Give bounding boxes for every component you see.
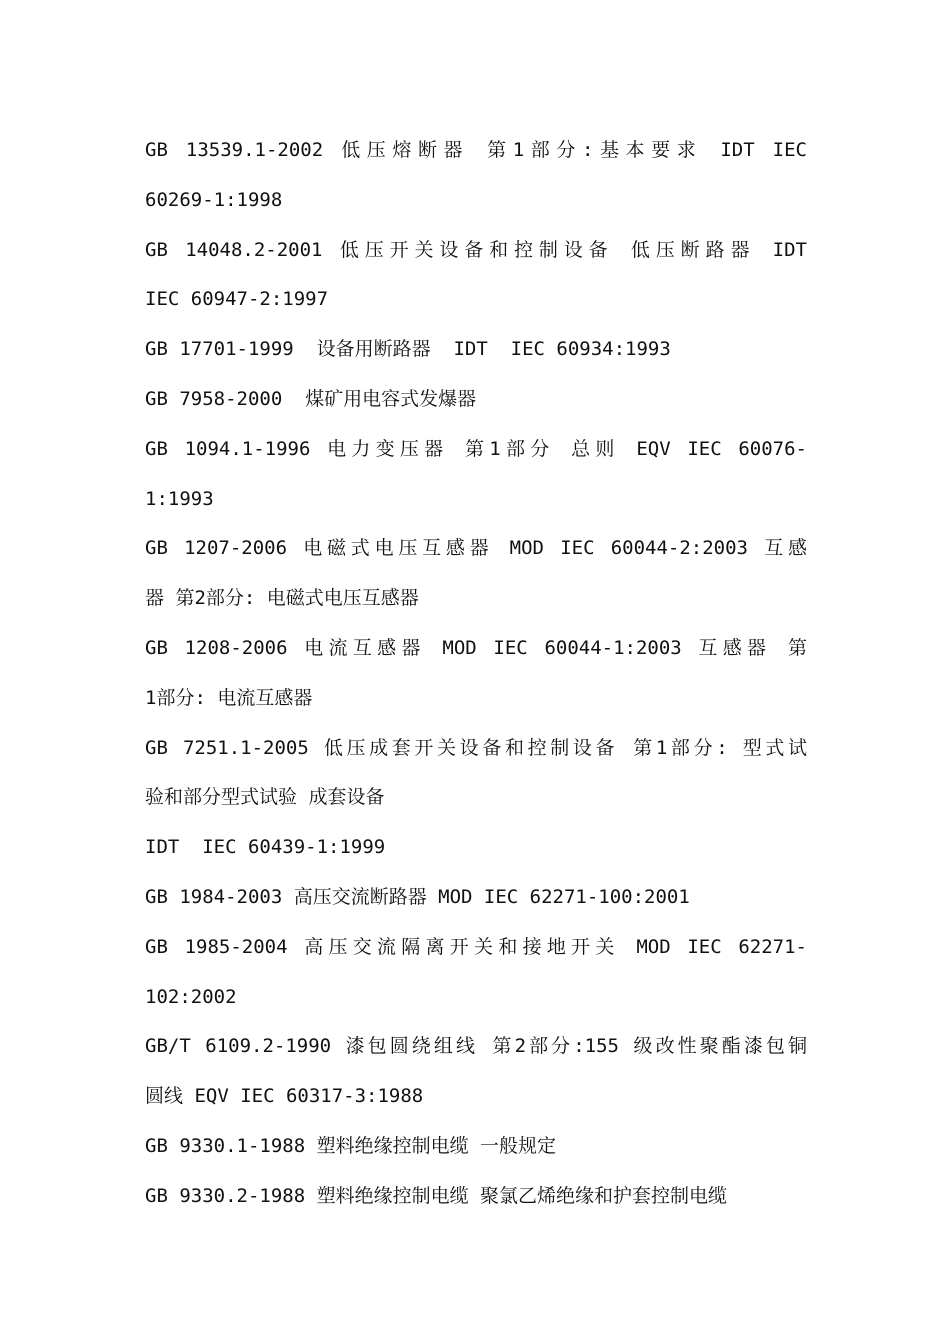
text-line-6: GB 7958-2000 煤矿用电容式发爆器	[145, 387, 477, 410]
text-line-4: IEC 60947-2:1997	[145, 288, 329, 311]
text-line-2: 60269-1:1998	[145, 188, 283, 211]
document-body	[145, 126, 807, 1222]
text-line-16: GB 1984-2003 高压交流断路器 MOD IEC 62271-100:2001	[145, 885, 690, 908]
text-line-18: 102:2002	[145, 985, 237, 1008]
text-line-14: 验和部分型式试验 成套设备	[145, 786, 385, 809]
text-line-20: 圆线 EQV IEC 60317-3:1988	[145, 1085, 424, 1108]
text-line-21: GB 9330.1-1988 塑料绝缘控制电缆 一般规定	[145, 1134, 557, 1157]
text-line-10: 器 第2部分: 电磁式电压互感器	[145, 587, 419, 610]
text-line-19: GB/T 6109.2-1990 漆包圆绕组线 第2部分:155 级改性聚酯漆包铜	[145, 1035, 807, 1058]
text-line-17: GB 1985-2004 高压交流隔离开关和接地开关 MOD IEC 62271-	[145, 935, 807, 958]
text-line-5: GB 17701-1999 设备用断路器 IDT IEC 60934:1993	[145, 338, 671, 361]
text-line-13: GB 7251.1-2005 低压成套开关设备和控制设备 第1部分: 型式试	[145, 736, 807, 759]
text-line-12: 1部分: 电流互感器	[145, 686, 313, 709]
text-line-11: GB 1208-2006 电流互感器 MOD IEC 60044-1:2003 互感器 第	[145, 636, 807, 659]
text-line-3: GB 14048.2-2001 低压开关设备和控制设备 低压断路器 IDT	[145, 238, 807, 261]
text-line-22: GB 9330.2-1988 塑料绝缘控制电缆 聚氯乙烯绝缘和护套控制电缆	[145, 1184, 728, 1207]
text-line-1: GB 13539.1-2002 低压熔断器 第1部分:基本要求 IDT IEC	[145, 139, 807, 161]
text-line-9: GB 1207-2006 电磁式电压互感器 MOD IEC 60044-2:2003 互感	[145, 537, 807, 560]
text-line-8: 1:1993	[145, 487, 214, 510]
text-line-7: GB 1094.1-1996 电力变压器 第1部分 总则 EQV IEC 60076-	[145, 437, 807, 460]
text-line-15: IDT IEC 60439-1:1999	[145, 836, 386, 859]
